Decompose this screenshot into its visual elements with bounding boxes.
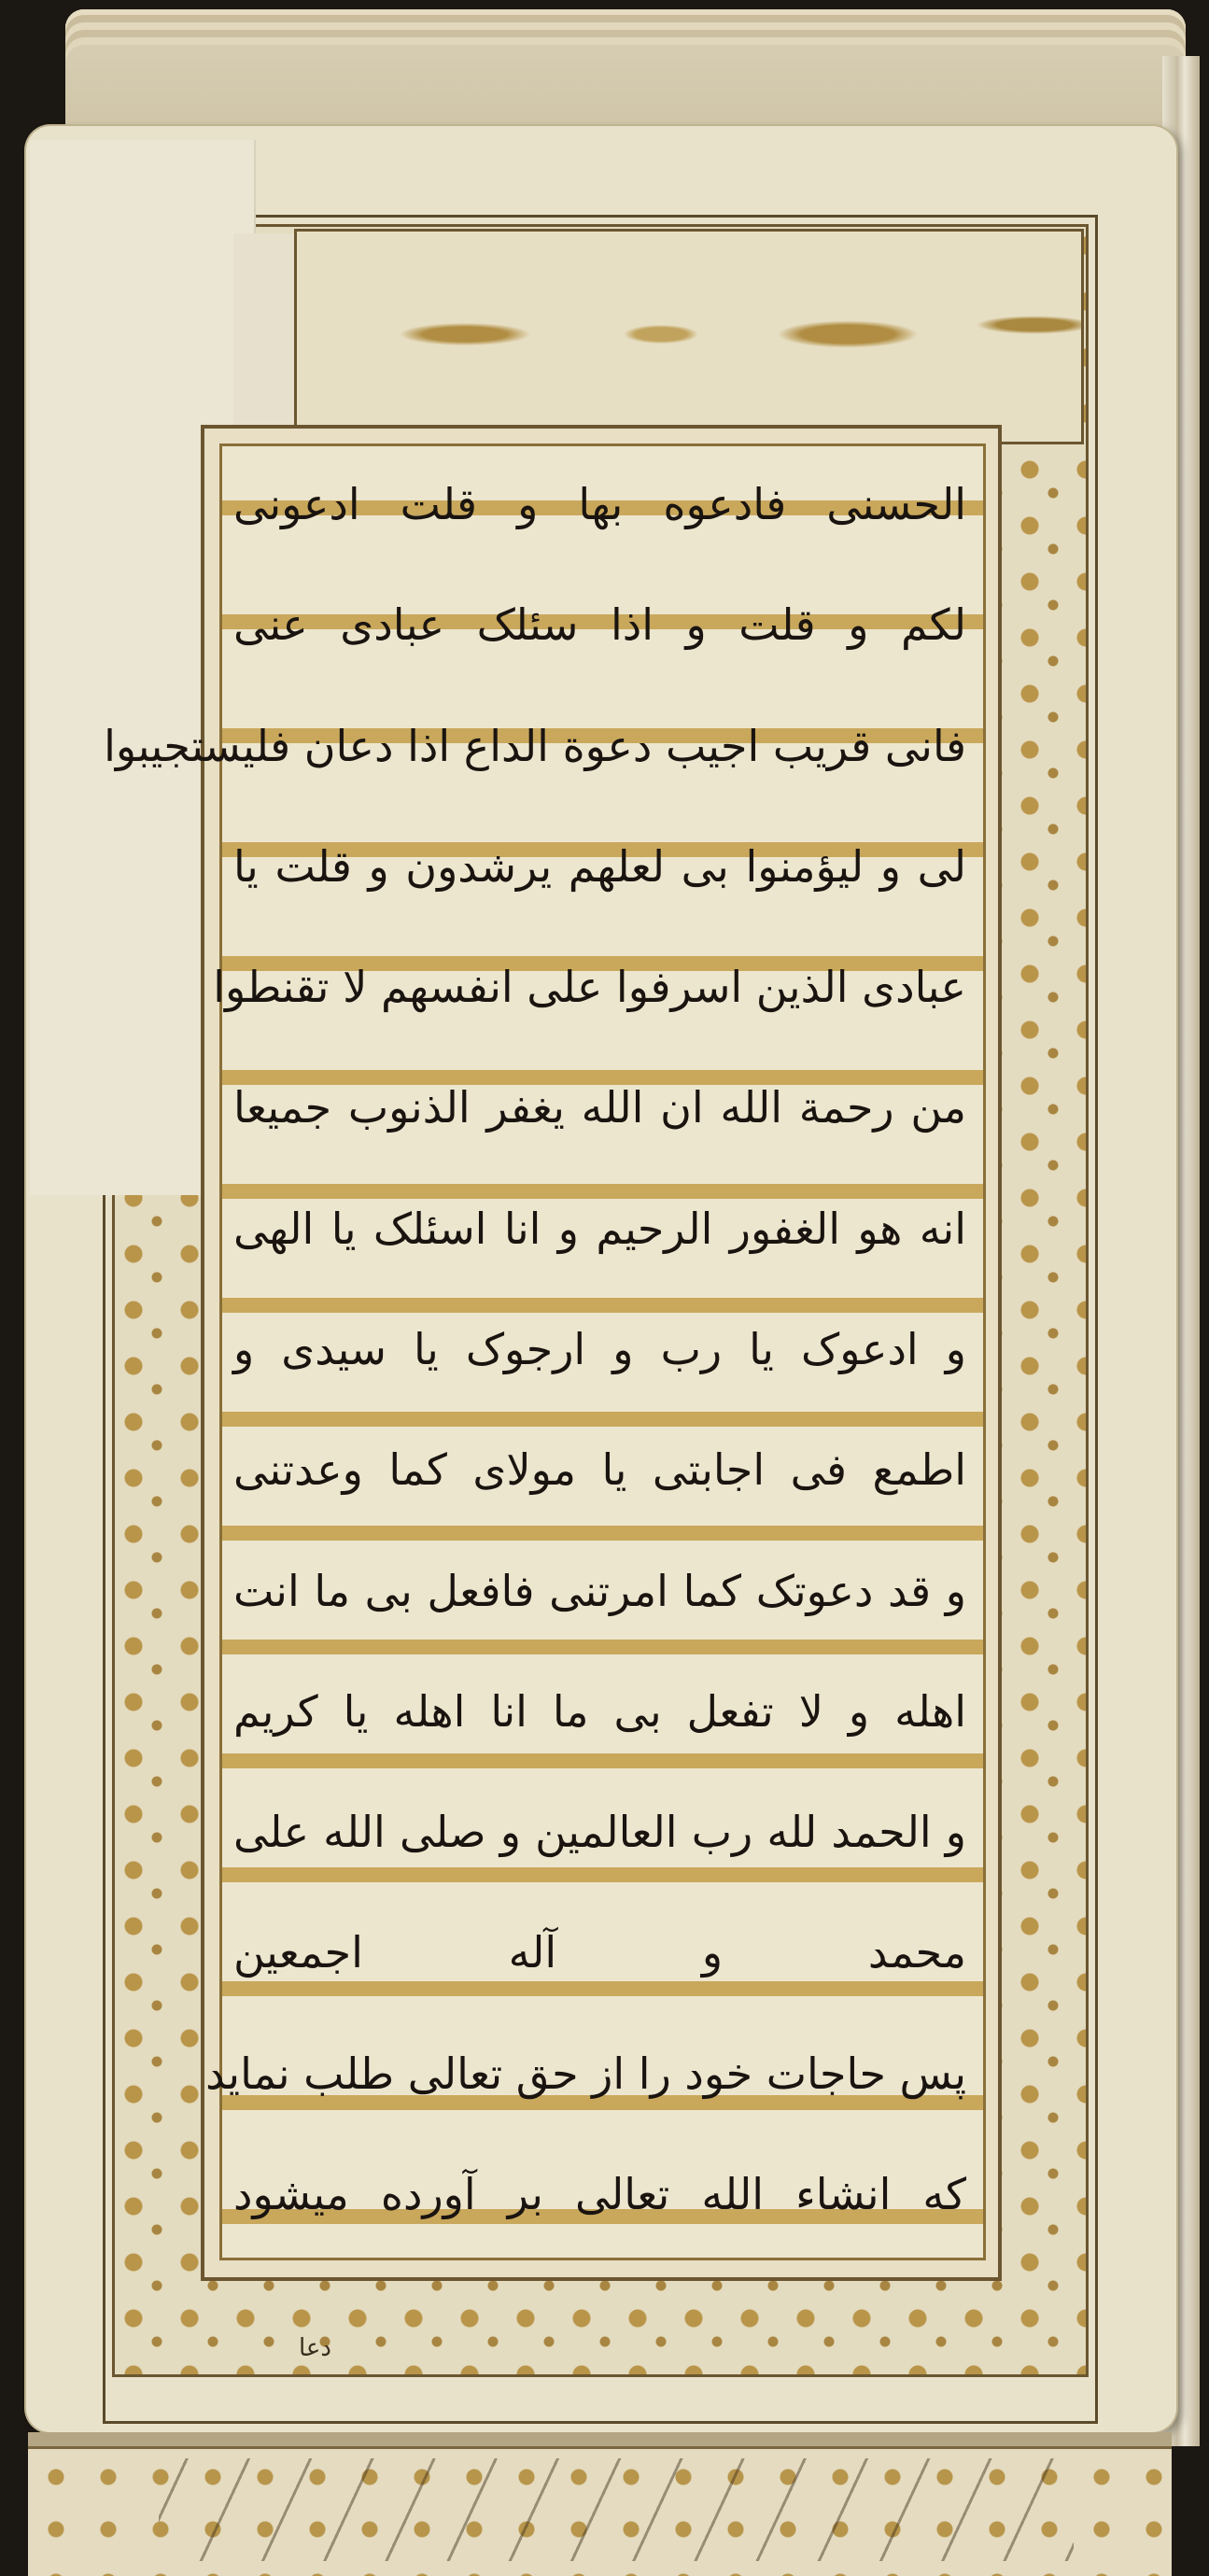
next-page-script: [159, 2458, 1074, 2561]
text-line-10: و قد دعوتک کما امرتنی فافعل بی ما انت: [233, 1565, 966, 1616]
catchword: دعا: [299, 2334, 332, 2362]
text-line-6: من رحمة الله ان الله یغفر الذنوب جمیعا: [233, 1082, 966, 1133]
text-line-3: فانی قریب اجیب دعوة الداع اذا دعان فلیستجیبوا: [104, 720, 966, 771]
next-page-edge: [28, 2446, 1172, 2576]
text-line-12: و الحمد لله رب العالمین و صلی الله علی: [233, 1807, 966, 1858]
text-block: [104, 457, 966, 2241]
text-line-2: لکم و قلت و اذا سئلک عبادی عنی: [233, 599, 966, 651]
floral-headpiece: [294, 229, 1084, 444]
text-line-7: انه هو الغفور الرحیم و انا اسئلک یا الهی: [233, 1203, 966, 1254]
text-line-1: الحسنی فادعوه بها و قلت ادعونی: [233, 479, 966, 529]
text-line-9: اطمع فی اجابتی یا مولای کما وعدتنی: [233, 1444, 966, 1496]
text-line-11: اهله و لا تفعل بی ما انا اهله یا کریم: [233, 1685, 966, 1737]
text-line-4: لی و لیؤمنوا بی لعلهم یرشدون و قلت یا: [233, 840, 966, 892]
text-line-15: که انشاء الله تعالی بر آورده میشود: [233, 2168, 966, 2219]
text-line-8: و ادعوک یا رب و ارجوک یا سیدی و: [233, 1323, 966, 1374]
text-line-13: محمد و آله اجمعین: [233, 1927, 966, 1978]
page-stack-edge: [65, 9, 1186, 140]
text-line-14: پس حاجات خود را از حق تعالی طلب نماید: [205, 2048, 966, 2099]
text-line-5: عبادی الذین اسرفوا علی انفسهم لا تقنطوا: [213, 962, 966, 1013]
